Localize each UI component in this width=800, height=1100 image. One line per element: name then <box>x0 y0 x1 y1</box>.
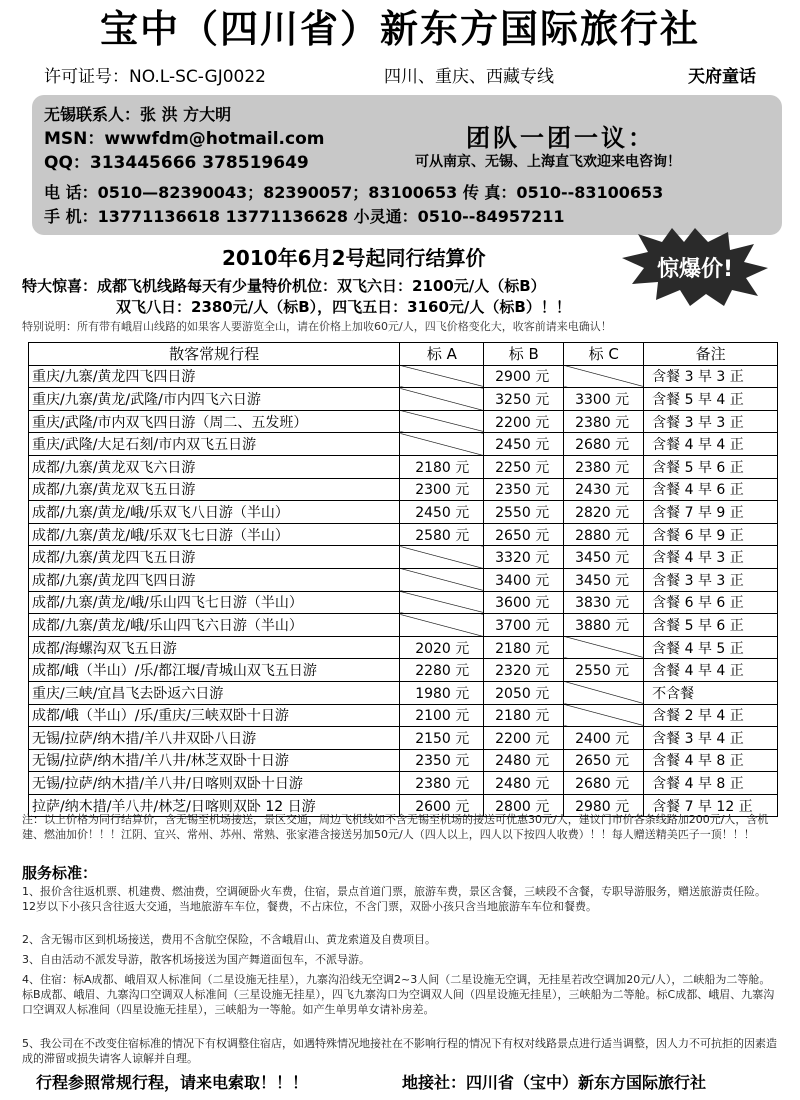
service-item-3: 3、自由活动不派发导游，散客机场接送为国产舞道面包车，不派导游。 <box>22 953 370 966</box>
table-row <box>29 433 778 456</box>
remark-cell: 含餐 3 早 3 正 <box>644 410 778 433</box>
service-item-4: 4、住宿：标A成都、峨眉双人标准间（二星设施无挂星），九寨沟沿线无空调2~3人间（二星设施无空调，无挂星若改空调加20元/人），二峡船为二等舱。标B成都、峨眉、九寨沟口空调双人标准间（三星设施无挂星），四飞九寨沟口为空调双人间（四星设施无挂星），三峡船为二等舱。标C成都、峨眉、九寨沟口空调双人标准间（四星设施无挂星），三峡船为一等舱。如产生单男单女请补房差。 <box>22 973 775 1016</box>
std-a-cell <box>400 568 484 591</box>
route-cell: 成都/九寨/黄龙四飞五日游 <box>29 546 400 569</box>
remark-cell: 含餐 3 早 3 正 <box>644 365 778 388</box>
std-c-cell: 2680 元 <box>564 772 644 795</box>
std-b-cell: 3250 元 <box>484 388 564 411</box>
std-a-cell: 2150 元 <box>400 727 484 750</box>
remark-cell: 含餐 4 早 8 正 <box>644 772 778 795</box>
route-lines: 四川、重庆、西藏专线 <box>384 67 554 87</box>
remark-cell: 含餐 5 早 6 正 <box>644 455 778 478</box>
std-b-cell: 2250 元 <box>484 455 564 478</box>
team-subtitle: 可从南京、无锡、上海直飞欢迎来电咨询！ <box>415 154 681 170</box>
col-header-route: 散客常规行程 <box>29 343 400 366</box>
remark-cell: 含餐 5 早 4 正 <box>644 388 778 411</box>
std-b-cell: 2050 元 <box>484 681 564 704</box>
std-c-cell: 3830 元 <box>564 591 644 614</box>
agency-title: 宝中（四川省）新东方国际旅行社 <box>99 7 700 51</box>
col-header-std-a: 标 A <box>400 343 484 366</box>
table-row <box>29 772 778 795</box>
std-b-cell: 2450 元 <box>484 433 564 456</box>
route-cell: 成都/峨（半山）/乐/都江堰/青城山双飞五日游 <box>29 659 400 682</box>
std-c-cell: 2380 元 <box>564 455 644 478</box>
route-cell: 重庆/武隆/市内双飞四日游（周二、五发班） <box>29 410 400 433</box>
std-a-cell: 2350 元 <box>400 749 484 772</box>
route-cell: 成都/海螺沟双飞五日游 <box>29 636 400 659</box>
std-c-cell: 3450 元 <box>564 568 644 591</box>
std-a-cell: 2600 元 <box>400 794 484 817</box>
table-row <box>29 365 778 388</box>
contact-phone: 电 话：0510—82390043；82390057；83100653 传 真：0510--83100653 <box>44 183 664 202</box>
col-header-remark: 备注 <box>644 343 778 366</box>
itinerary-note: 行程参照常规行程，请来电索取！！！ <box>36 1073 309 1092</box>
std-c-cell: 3300 元 <box>564 388 644 411</box>
route-cell: 无锡/拉萨/纳木措/羊八井双卧八日游 <box>29 727 400 750</box>
std-c-cell: 3450 元 <box>564 546 644 569</box>
remark-cell: 含餐 6 早 6 正 <box>644 591 778 614</box>
std-a-cell: 2100 元 <box>400 704 484 727</box>
route-cell: 无锡/拉萨/纳木措/羊八井/日喀则双卧十日游 <box>29 772 400 795</box>
footnote-text: 注：以上价格为同行结算价，含无锡至机场接送，景区交通，周边飞机线如不含无锡至机场的接送可优惠30元/人，建议门市价各条线路加200元/人，含机建、燃油加价！！！江阴、宜兴、常州、苏州、常熟、张家港含接送另加50元/人（四人以上，四人以下按四人收费）！！每人赠送精美匹子一顶！！！ <box>22 813 769 841</box>
table-row <box>29 591 778 614</box>
remark-cell: 含餐 5 早 6 正 <box>644 614 778 637</box>
local-agency: 地接社：四川省（宝中）新东方国际旅行社 <box>402 1073 707 1092</box>
std-a-cell: 2280 元 <box>400 659 484 682</box>
remark-cell: 含餐 4 早 8 正 <box>644 749 778 772</box>
std-b-cell: 2320 元 <box>484 659 564 682</box>
table-row <box>29 568 778 591</box>
table-row <box>29 523 778 546</box>
std-c-cell: 2650 元 <box>564 749 644 772</box>
std-c-cell: 2820 元 <box>564 501 644 524</box>
remark-cell: 含餐 4 早 4 正 <box>644 433 778 456</box>
std-b-cell: 3700 元 <box>484 614 564 637</box>
table-row <box>29 388 778 411</box>
team-title: 团队一团一议： <box>466 124 655 152</box>
table-row <box>29 749 778 772</box>
col-header-std-b: 标 B <box>484 343 564 366</box>
std-a-cell <box>400 614 484 637</box>
contact-qq: QQ：313445666 378519649 <box>44 153 309 173</box>
contact-mobile: 手 机：13771136618 13771136628 小灵通：0510--84957211 <box>44 207 565 226</box>
remark-cell: 含餐 7 早 9 正 <box>644 501 778 524</box>
service-item-1: 1、报价含往返机票、机建费、燃油费，空调硬卧火车费，住宿，景点首道门票，旅游车费，景区含餐，三峡段不含餐，专职导游服务，赠送旅游责任险。12岁以下小孩只含往返大交通，当地旅游车车位，餐费，不占床位，不含门票，双卧小孩只含当地旅游车车位和餐费。 <box>22 885 766 913</box>
std-a-cell: 2020 元 <box>400 636 484 659</box>
route-cell: 重庆/九寨/黄龙/武隆/市内四飞六日游 <box>29 388 400 411</box>
remark-cell: 含餐 4 早 4 正 <box>644 659 778 682</box>
std-b-cell: 2200 元 <box>484 727 564 750</box>
special-note: 特别说明：所有带有峨眉山线路的如果客人要游览全山，请在价格上加收60元/人，四飞价格变化大，收客前请来电确认！ <box>22 320 612 333</box>
table-row <box>29 478 778 501</box>
route-cell: 成都/峨（半山）/乐/重庆/三峡双卧十日游 <box>29 704 400 727</box>
service-item-5: 5、我公司在不改变住宿标准的情况下有权调整住宿店，如遇特殊情况地接社在不影响行程的情况下有权对线路景点进行适当调整，因人力不可抗拒的因素造成的滞留或损失请客人谅解并自理。 <box>22 1037 777 1065</box>
std-c-cell: 2550 元 <box>564 659 644 682</box>
std-c-cell: 2680 元 <box>564 433 644 456</box>
table-row <box>29 614 778 637</box>
route-cell: 成都/九寨/黄龙/峨/乐双飞八日游（半山） <box>29 501 400 524</box>
route-cell: 成都/九寨/黄龙双飞五日游 <box>29 478 400 501</box>
price-headline: 2010年6月2号起同行结算价 <box>222 246 486 270</box>
service-item-2: 2、含无锡市区到机场接送，费用不含航空保险，不含峨眉山、黄龙索道及自费项目。 <box>22 933 436 946</box>
std-c-cell <box>564 681 644 704</box>
remark-cell: 含餐 4 早 3 正 <box>644 546 778 569</box>
route-cell: 成都/九寨/黄龙/峨/乐双飞七日游（半山） <box>29 523 400 546</box>
remark-cell: 含餐 4 早 6 正 <box>644 478 778 501</box>
route-cell: 无锡/拉萨/纳木措/羊八井/林芝双卧十日游 <box>29 749 400 772</box>
remark-cell: 含餐 4 早 5 正 <box>644 636 778 659</box>
table-row <box>29 727 778 750</box>
std-b-cell: 2180 元 <box>484 636 564 659</box>
table-row <box>29 546 778 569</box>
route-cell: 重庆/武隆/大足石刻/市内双飞五日游 <box>29 433 400 456</box>
std-c-cell: 3880 元 <box>564 614 644 637</box>
std-c-cell: 2400 元 <box>564 727 644 750</box>
std-b-cell: 2900 元 <box>484 365 564 388</box>
contact-msn: MSN：wwwfdm@hotmail.com <box>44 129 325 149</box>
service-title: 服务标准： <box>22 864 98 882</box>
std-b-cell: 2200 元 <box>484 410 564 433</box>
std-c-cell: 2380 元 <box>564 410 644 433</box>
std-a-cell <box>400 591 484 614</box>
brand-label: 天府童话 <box>688 67 756 87</box>
route-cell: 成都/九寨/黄龙四飞四日游 <box>29 568 400 591</box>
route-cell: 重庆/三峡/宜昌飞去卧返六日游 <box>29 681 400 704</box>
remark-cell: 含餐 2 早 4 正 <box>644 704 778 727</box>
std-b-cell: 3600 元 <box>484 591 564 614</box>
std-a-cell: 2180 元 <box>400 455 484 478</box>
std-b-cell: 2800 元 <box>484 794 564 817</box>
std-a-cell: 2300 元 <box>400 478 484 501</box>
std-a-cell <box>400 546 484 569</box>
badge-text: 惊爆价! <box>656 257 734 282</box>
std-a-cell <box>400 433 484 456</box>
std-c-cell <box>564 704 644 727</box>
std-a-cell <box>400 388 484 411</box>
table-row <box>29 636 778 659</box>
std-a-cell: 2580 元 <box>400 523 484 546</box>
table-row <box>29 681 778 704</box>
table-row <box>29 455 778 478</box>
table-row <box>29 704 778 727</box>
promo-line-2: 双飞八日：2380元/人（标B），四飞五日：3160元/人（标B）！！ <box>116 298 571 316</box>
route-cell: 拉萨/纳木措/羊八井/林芝/日喀则双卧 12 日游 <box>29 794 400 817</box>
starburst-badge <box>620 226 770 306</box>
table-row <box>29 410 778 433</box>
std-c-cell: 2980 元 <box>564 794 644 817</box>
table-row <box>29 659 778 682</box>
remark-cell: 含餐 6 早 9 正 <box>644 523 778 546</box>
std-b-cell: 3400 元 <box>484 568 564 591</box>
std-c-cell <box>564 365 644 388</box>
std-a-cell <box>400 410 484 433</box>
route-cell: 成都/九寨/黄龙/峨/乐山四飞七日游（半山） <box>29 591 400 614</box>
remark-cell: 含餐 3 早 4 正 <box>644 727 778 750</box>
col-header-std-c: 标 C <box>564 343 644 366</box>
std-c-cell: 2880 元 <box>564 523 644 546</box>
std-b-cell: 3320 元 <box>484 546 564 569</box>
route-cell: 重庆/九寨/黄龙四飞四日游 <box>29 365 400 388</box>
remark-cell: 不含餐 <box>644 681 778 704</box>
std-a-cell <box>400 365 484 388</box>
price-table <box>28 342 778 817</box>
remark-cell: 含餐 7 早 12 正 <box>644 794 778 817</box>
std-a-cell: 2450 元 <box>400 501 484 524</box>
table-row <box>29 501 778 524</box>
std-b-cell: 2480 元 <box>484 772 564 795</box>
std-c-cell <box>564 636 644 659</box>
route-cell: 成都/九寨/黄龙双飞六日游 <box>29 455 400 478</box>
std-b-cell: 2550 元 <box>484 501 564 524</box>
std-c-cell: 2430 元 <box>564 478 644 501</box>
route-cell: 成都/九寨/黄龙/峨/乐山四飞六日游（半山） <box>29 614 400 637</box>
remark-cell: 含餐 3 早 3 正 <box>644 568 778 591</box>
std-b-cell: 2480 元 <box>484 749 564 772</box>
contact-people: 无锡联系人：张 洪 方大明 <box>44 105 232 124</box>
promo-line-1: 特大惊喜：成都飞机线路每天有少量特价机位：双飞六日：2100元/人（标B） <box>22 277 546 295</box>
std-b-cell: 2350 元 <box>484 478 564 501</box>
license-number: 许可证号：NO.L-SC-GJ0022 <box>44 67 266 87</box>
std-a-cell: 2380 元 <box>400 772 484 795</box>
table-header-row <box>29 343 778 366</box>
std-b-cell: 2180 元 <box>484 704 564 727</box>
std-a-cell: 1980 元 <box>400 681 484 704</box>
std-b-cell: 2650 元 <box>484 523 564 546</box>
